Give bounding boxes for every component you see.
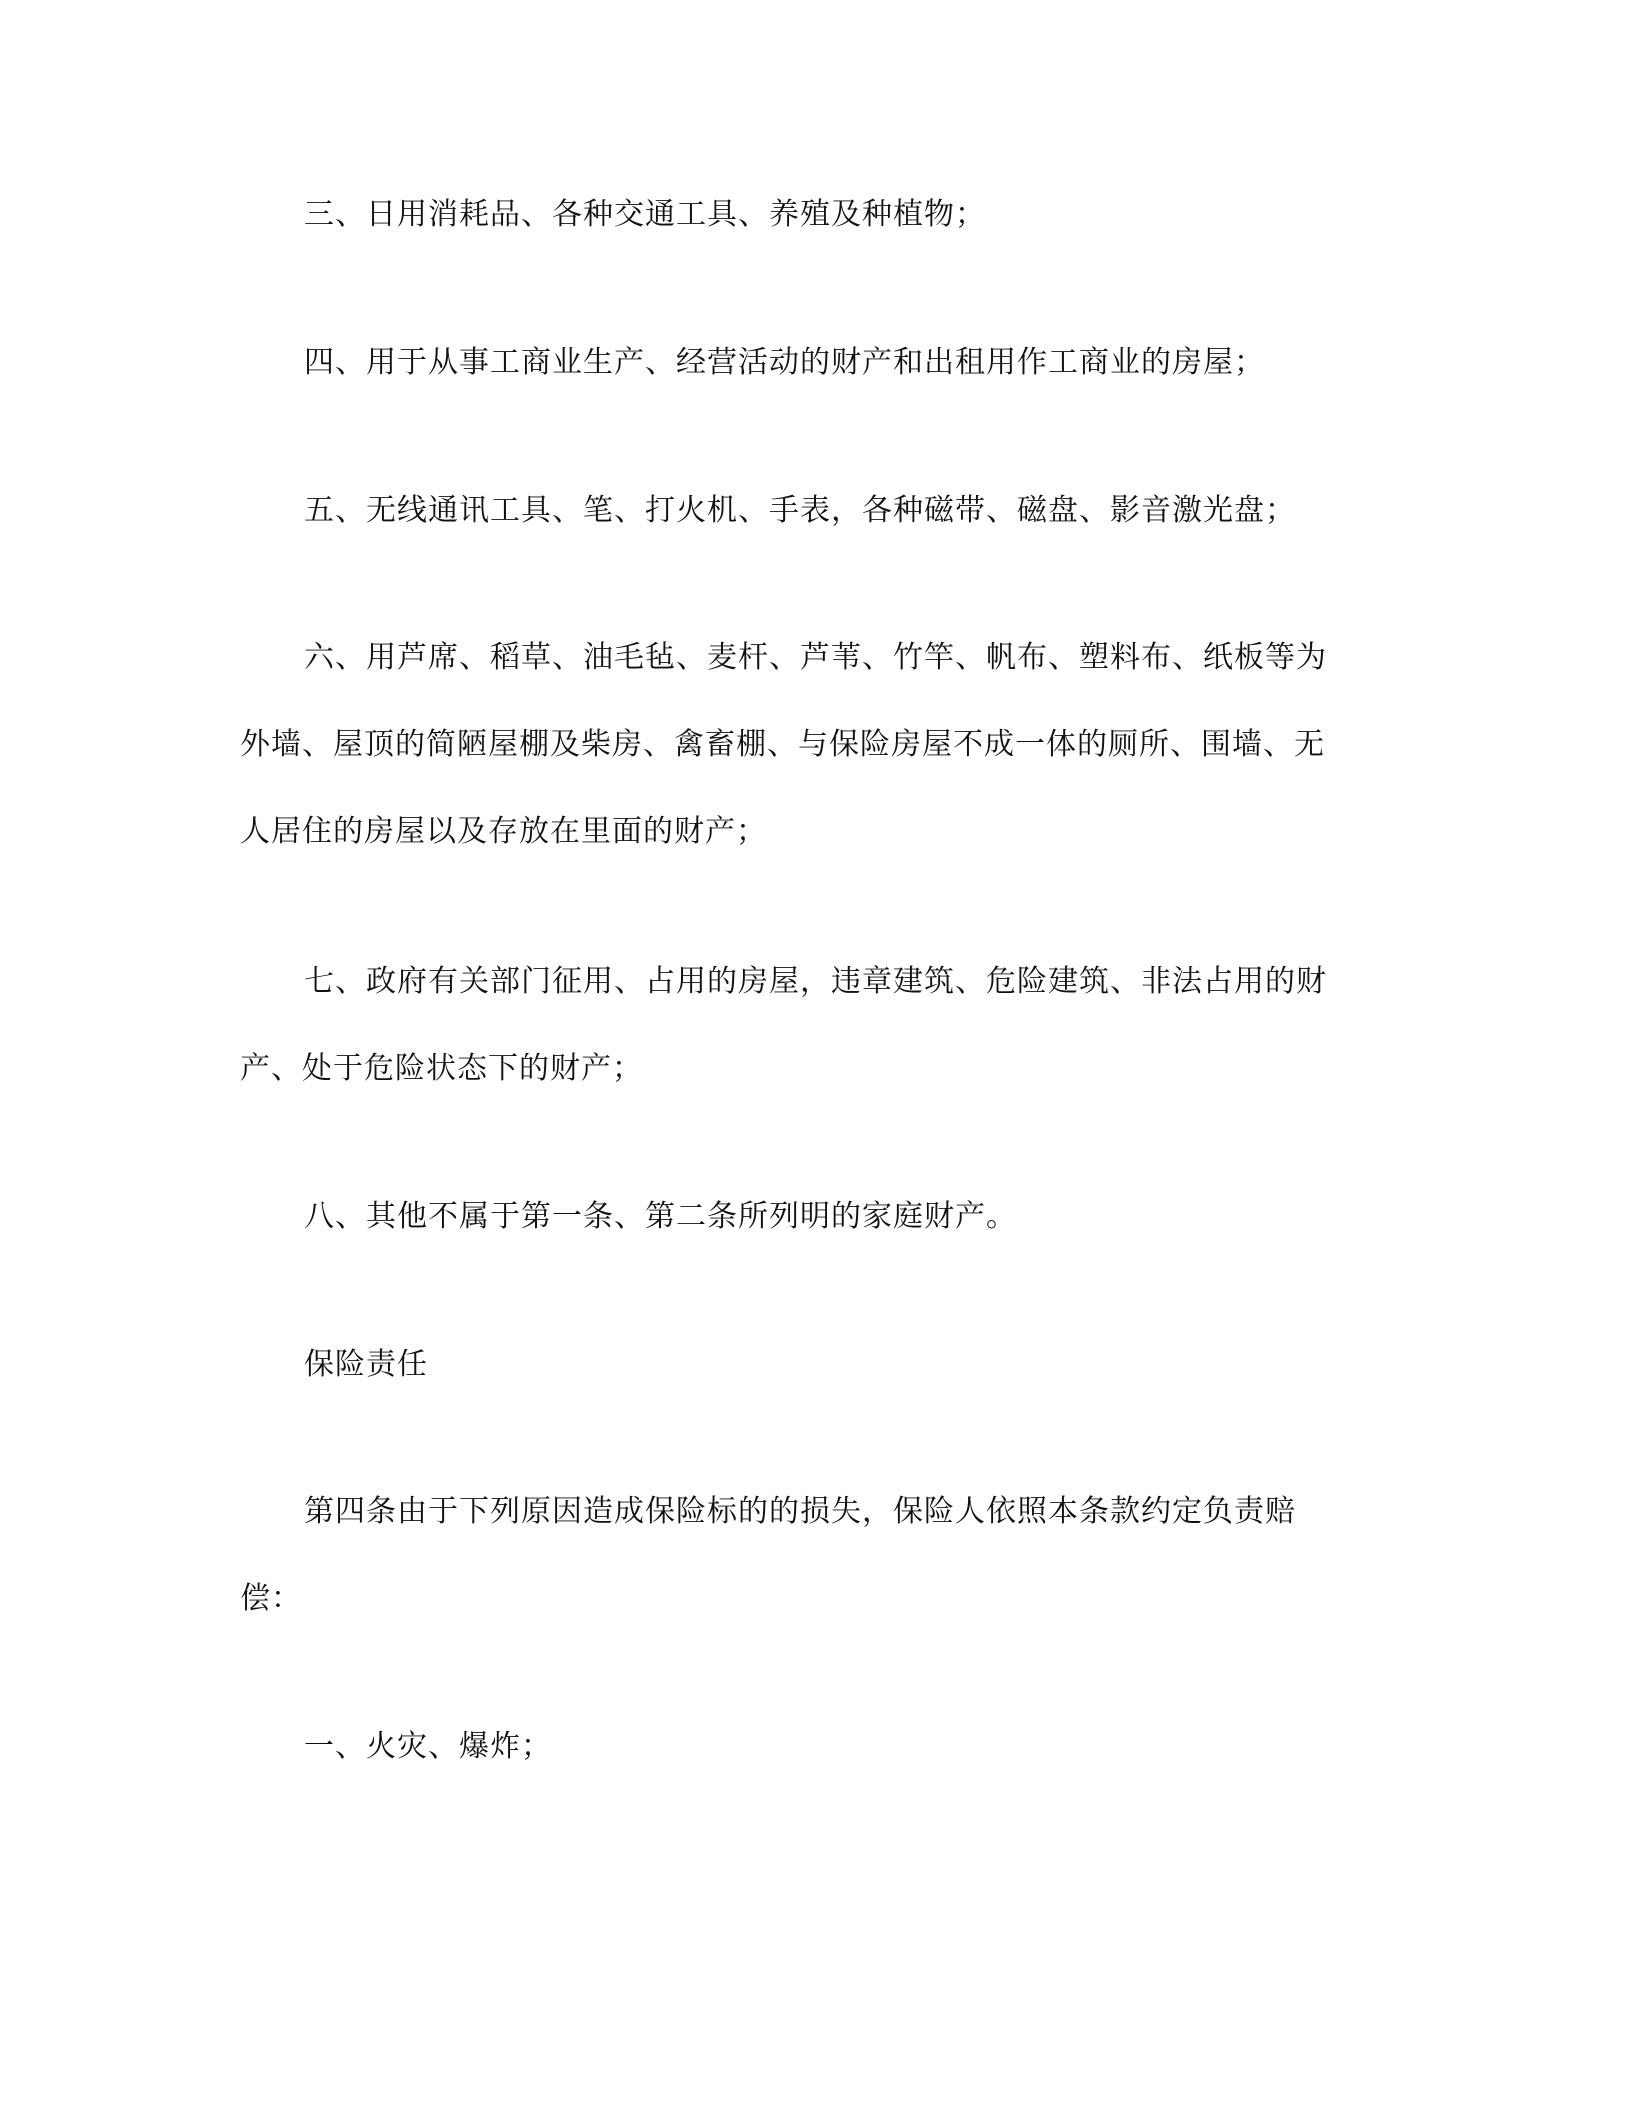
exclusion-item-6: 六、用芦席、稻草、油毛毡、麦杆、芦苇、竹竿、帆布、塑料布、纸板等为外墙、屋顶的简陋屋棚及柴房、禽畜棚、与保险房屋不成一体的厕所、围墙、无人居住的房屋以及存放在里面的财产； [240,640,1327,849]
liability-item-1: 一、火灾、爆炸； [304,1729,552,1764]
article-4-paragraph: 第四条由于下列原因造成保险标的的损失，保险人依照本条款约定负责赔偿： [240,1494,1296,1616]
exclusion-item-7: 七、政府有关部门征用、占用的房屋，违章建筑、危险建筑、非法占用的财产、处于危险状态下的财产； [240,964,1327,1086]
exclusion-item-3: 三、日用消耗品、各种交通工具、养殖及种植物； [304,197,986,232]
exclusion-item-8: 八、其他不属于第一条、第二条所列明的家庭财产。 [304,1199,1017,1234]
exclusion-item-4: 四、用于从事工商业生产、经营活动的财产和出租用作工商业的房屋； [304,345,1265,380]
exclusion-item-5: 五、无线通讯工具、笔、打火机、手表，各种磁带、磁盘、影音激光盘； [304,493,1296,528]
section-heading-insurance-liability: 保险责任 [304,1347,428,1382]
